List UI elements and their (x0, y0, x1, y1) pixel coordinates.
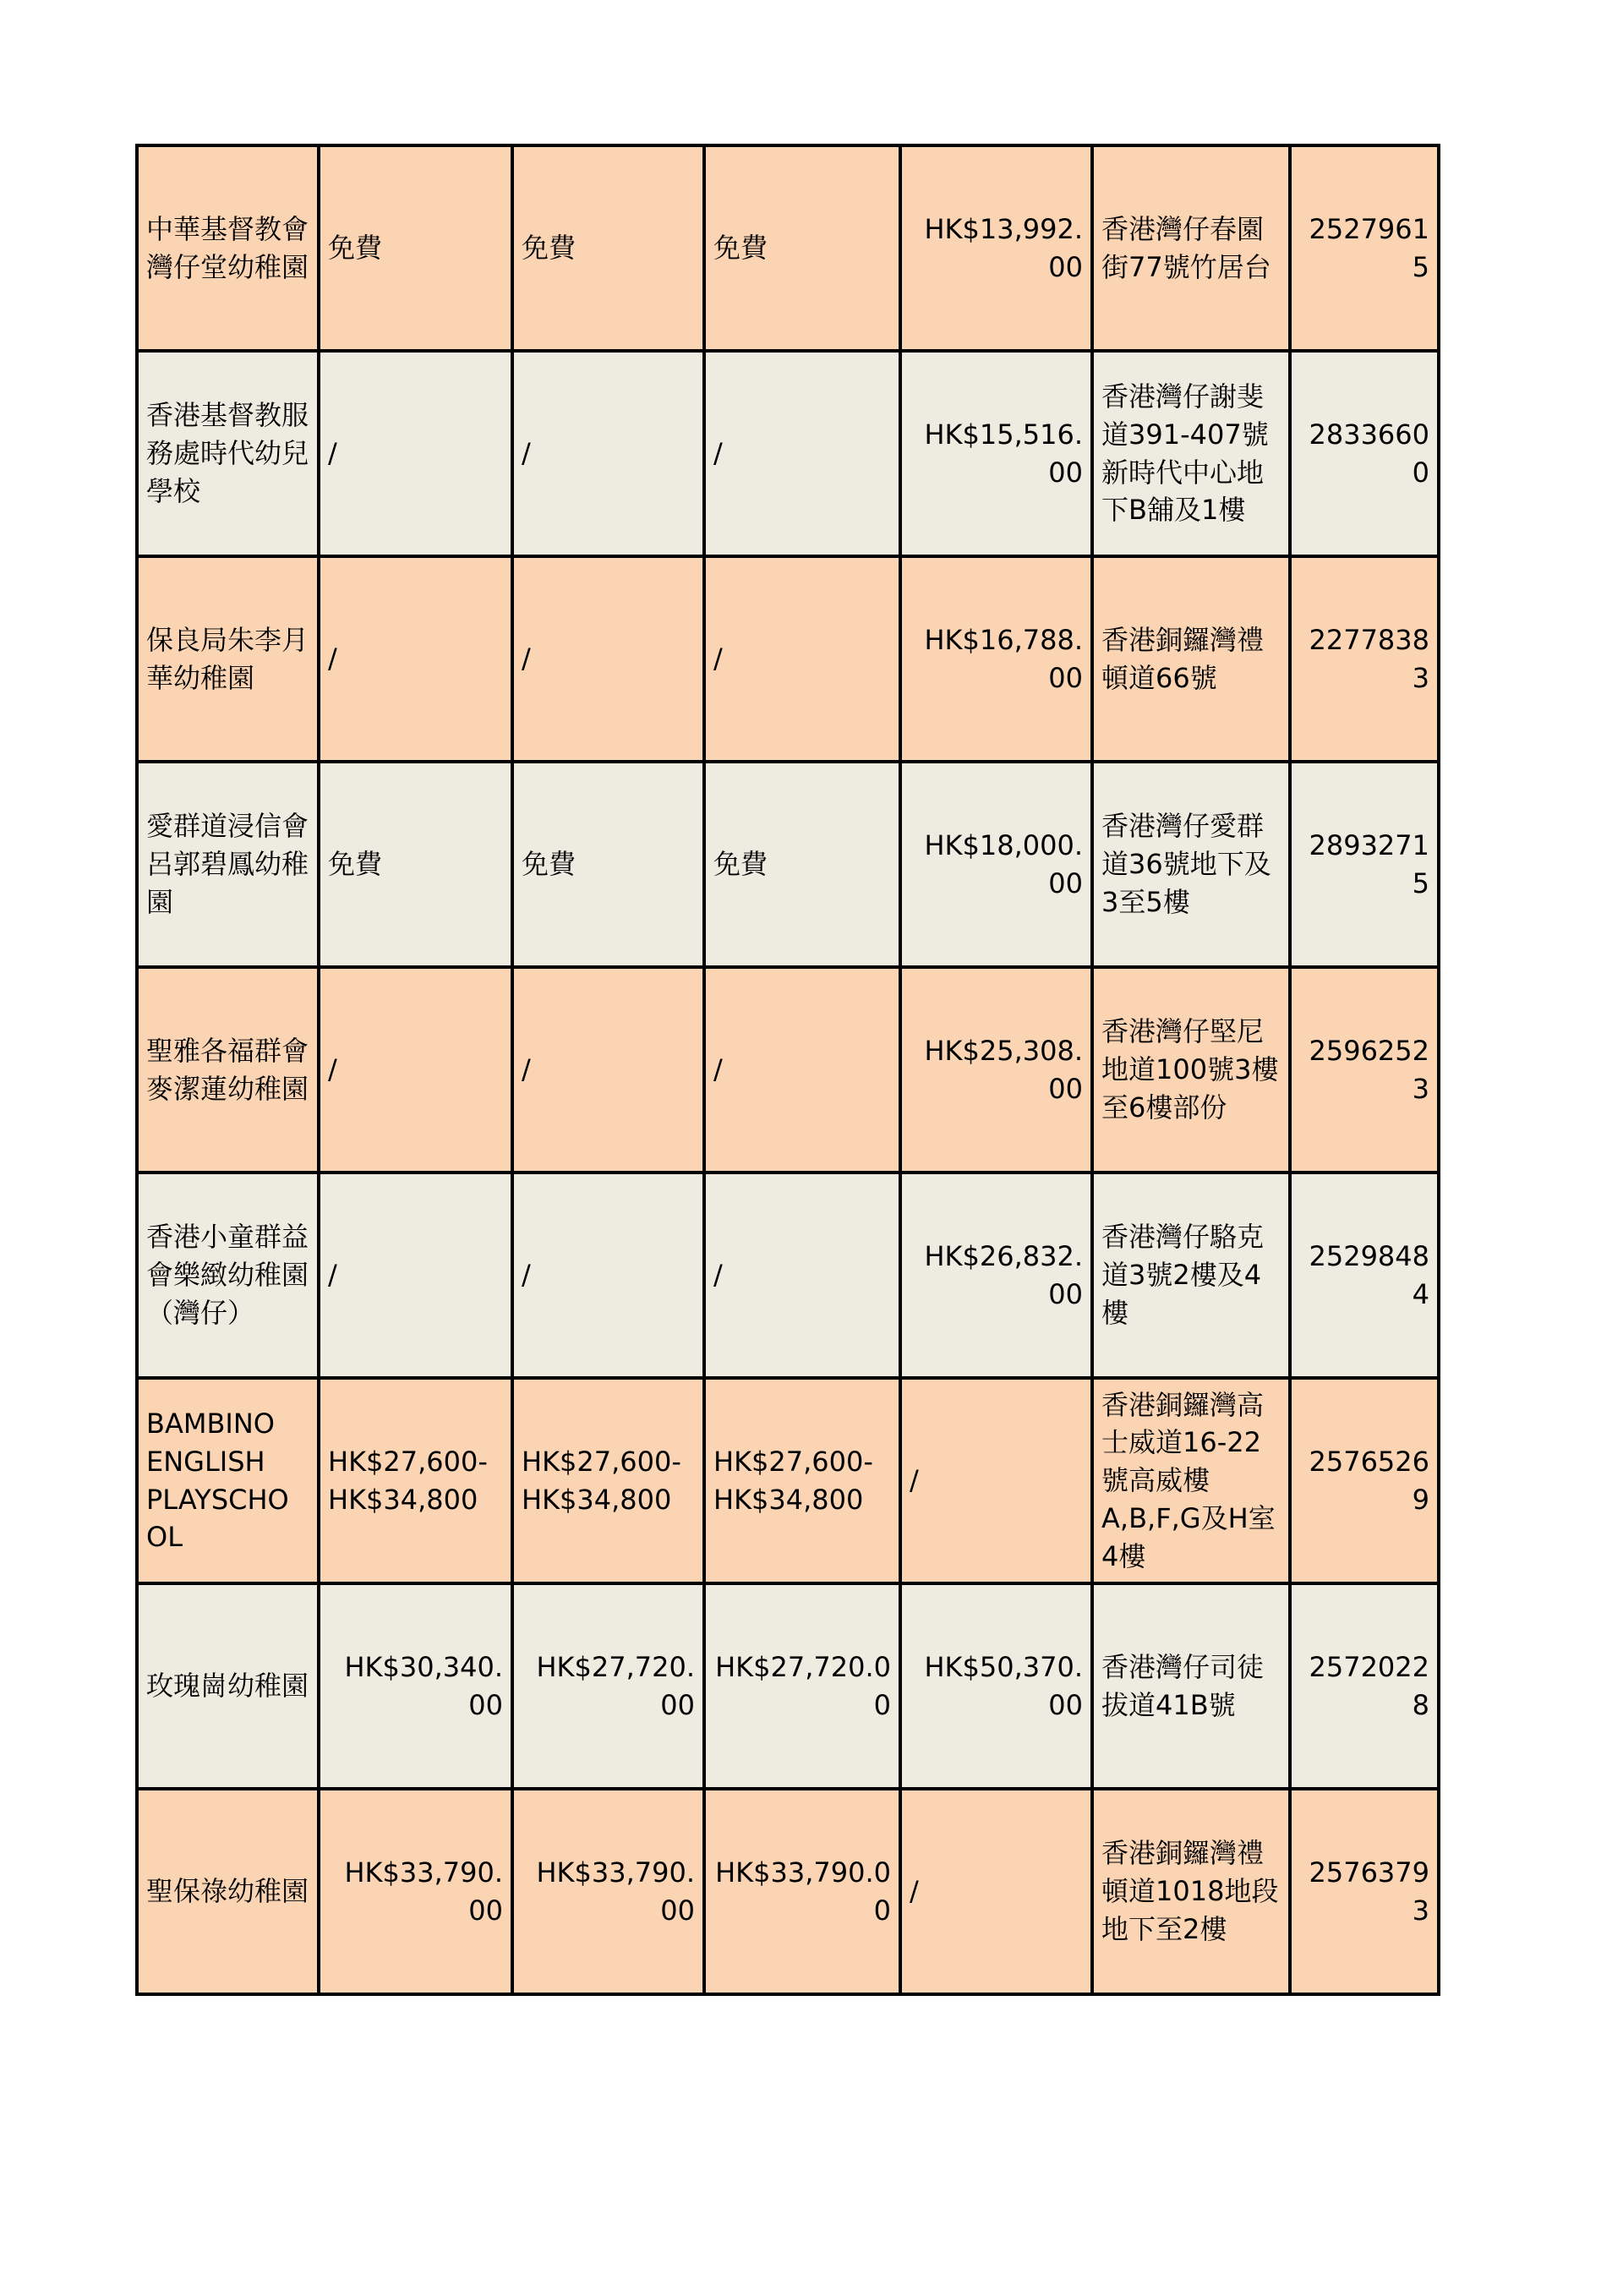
phone-cell: 25962523 (1290, 967, 1439, 1173)
school-name-cell: 香港小童群益會樂緻幼稚園（灣仔） (137, 1173, 319, 1378)
fee-2-cell: HK$27,600-HK$34,800 (512, 1378, 704, 1583)
table-row (137, 1789, 1439, 1994)
fee-4-cell: HK$15,516.00 (900, 351, 1092, 556)
address-cell: 香港灣仔春園街77號竹居台 (1092, 145, 1290, 351)
school-name-cell: 聖雅各福群會麥潔蓮幼稚園 (137, 967, 319, 1173)
fee-2-cell: 免費 (512, 762, 704, 967)
phone-cell: 28336600 (1290, 351, 1439, 556)
fee-3-cell: / (704, 556, 900, 762)
table-body (137, 145, 1439, 1994)
fee-4-cell: HK$25,308.00 (900, 967, 1092, 1173)
fee-1-cell: 免費 (319, 145, 512, 351)
fee-1-cell: / (319, 1173, 512, 1378)
fee-2-cell: / (512, 556, 704, 762)
fee-1-cell: / (319, 351, 512, 556)
kindergarten-fee-table (135, 144, 1440, 1996)
phone-cell: 22778383 (1290, 556, 1439, 762)
school-name-cell: 玫瑰崗幼稚園 (137, 1583, 319, 1789)
fee-3-cell: / (704, 351, 900, 556)
phone-cell: 25720228 (1290, 1583, 1439, 1789)
fee-3-cell: HK$27,600-HK$34,800 (704, 1378, 900, 1583)
table-row (137, 351, 1439, 556)
fee-1-cell: HK$30,340.00 (319, 1583, 512, 1789)
table-row (137, 1173, 1439, 1378)
fee-4-cell: HK$16,788.00 (900, 556, 1092, 762)
address-cell: 香港銅鑼灣高士威道16-22號高威樓A,B,F,G及H室4樓 (1092, 1378, 1290, 1583)
fee-3-cell: HK$33,790.00 (704, 1789, 900, 1994)
table-row (137, 1583, 1439, 1789)
fee-1-cell: / (319, 556, 512, 762)
phone-cell: 25279615 (1290, 145, 1439, 351)
fee-2-cell: HK$33,790.00 (512, 1789, 704, 1994)
school-name-cell: BAMBINO ENGLISH PLAYSCHOOL (137, 1378, 319, 1583)
fee-4-cell: / (900, 1789, 1092, 1994)
address-cell: 香港灣仔司徒拔道41B號 (1092, 1583, 1290, 1789)
school-name-cell: 聖保祿幼稚園 (137, 1789, 319, 1994)
phone-cell: 25765269 (1290, 1378, 1439, 1583)
table-row (137, 967, 1439, 1173)
fee-1-cell: HK$33,790.00 (319, 1789, 512, 1994)
school-name-cell: 中華基督教會灣仔堂幼稚園 (137, 145, 319, 351)
phone-cell: 25298484 (1290, 1173, 1439, 1378)
fee-2-cell: / (512, 351, 704, 556)
fee-2-cell: / (512, 967, 704, 1173)
address-cell: 香港灣仔愛群道36號地下及3至5樓 (1092, 762, 1290, 967)
fee-3-cell: 免費 (704, 762, 900, 967)
fee-1-cell: / (319, 967, 512, 1173)
school-name-cell: 愛群道浸信會呂郭碧鳳幼稚園 (137, 762, 319, 967)
phone-cell: 25763793 (1290, 1789, 1439, 1994)
address-cell: 香港銅鑼灣禮頓道66號 (1092, 556, 1290, 762)
fee-3-cell: / (704, 1173, 900, 1378)
school-name-cell: 保良局朱李月華幼稚園 (137, 556, 319, 762)
fee-3-cell: HK$27,720.00 (704, 1583, 900, 1789)
fee-4-cell: HK$50,370.00 (900, 1583, 1092, 1789)
fee-4-cell: HK$26,832.00 (900, 1173, 1092, 1378)
table-row (137, 762, 1439, 967)
fee-4-cell: / (900, 1378, 1092, 1583)
address-cell: 香港灣仔堅尼地道100號3樓至6樓部份 (1092, 967, 1290, 1173)
fee-2-cell: HK$27,720.00 (512, 1583, 704, 1789)
fee-4-cell: HK$13,992.00 (900, 145, 1092, 351)
fee-4-cell: HK$18,000.00 (900, 762, 1092, 967)
phone-cell: 28932715 (1290, 762, 1439, 967)
table-row (137, 1378, 1439, 1583)
table-row (137, 556, 1439, 762)
fee-1-cell: 免費 (319, 762, 512, 967)
fee-1-cell: HK$27,600-HK$34,800 (319, 1378, 512, 1583)
table-row (137, 145, 1439, 351)
fee-3-cell: / (704, 967, 900, 1173)
address-cell: 香港灣仔謝斐道391-407號新時代中心地下B舖及1樓 (1092, 351, 1290, 556)
fee-3-cell: 免費 (704, 145, 900, 351)
address-cell: 香港銅鑼灣禮頓道1018地段地下至2樓 (1092, 1789, 1290, 1994)
address-cell: 香港灣仔駱克道3號2樓及4樓 (1092, 1173, 1290, 1378)
school-name-cell: 香港基督教服務處時代幼兒學校 (137, 351, 319, 556)
fee-2-cell: 免費 (512, 145, 704, 351)
fee-2-cell: / (512, 1173, 704, 1378)
